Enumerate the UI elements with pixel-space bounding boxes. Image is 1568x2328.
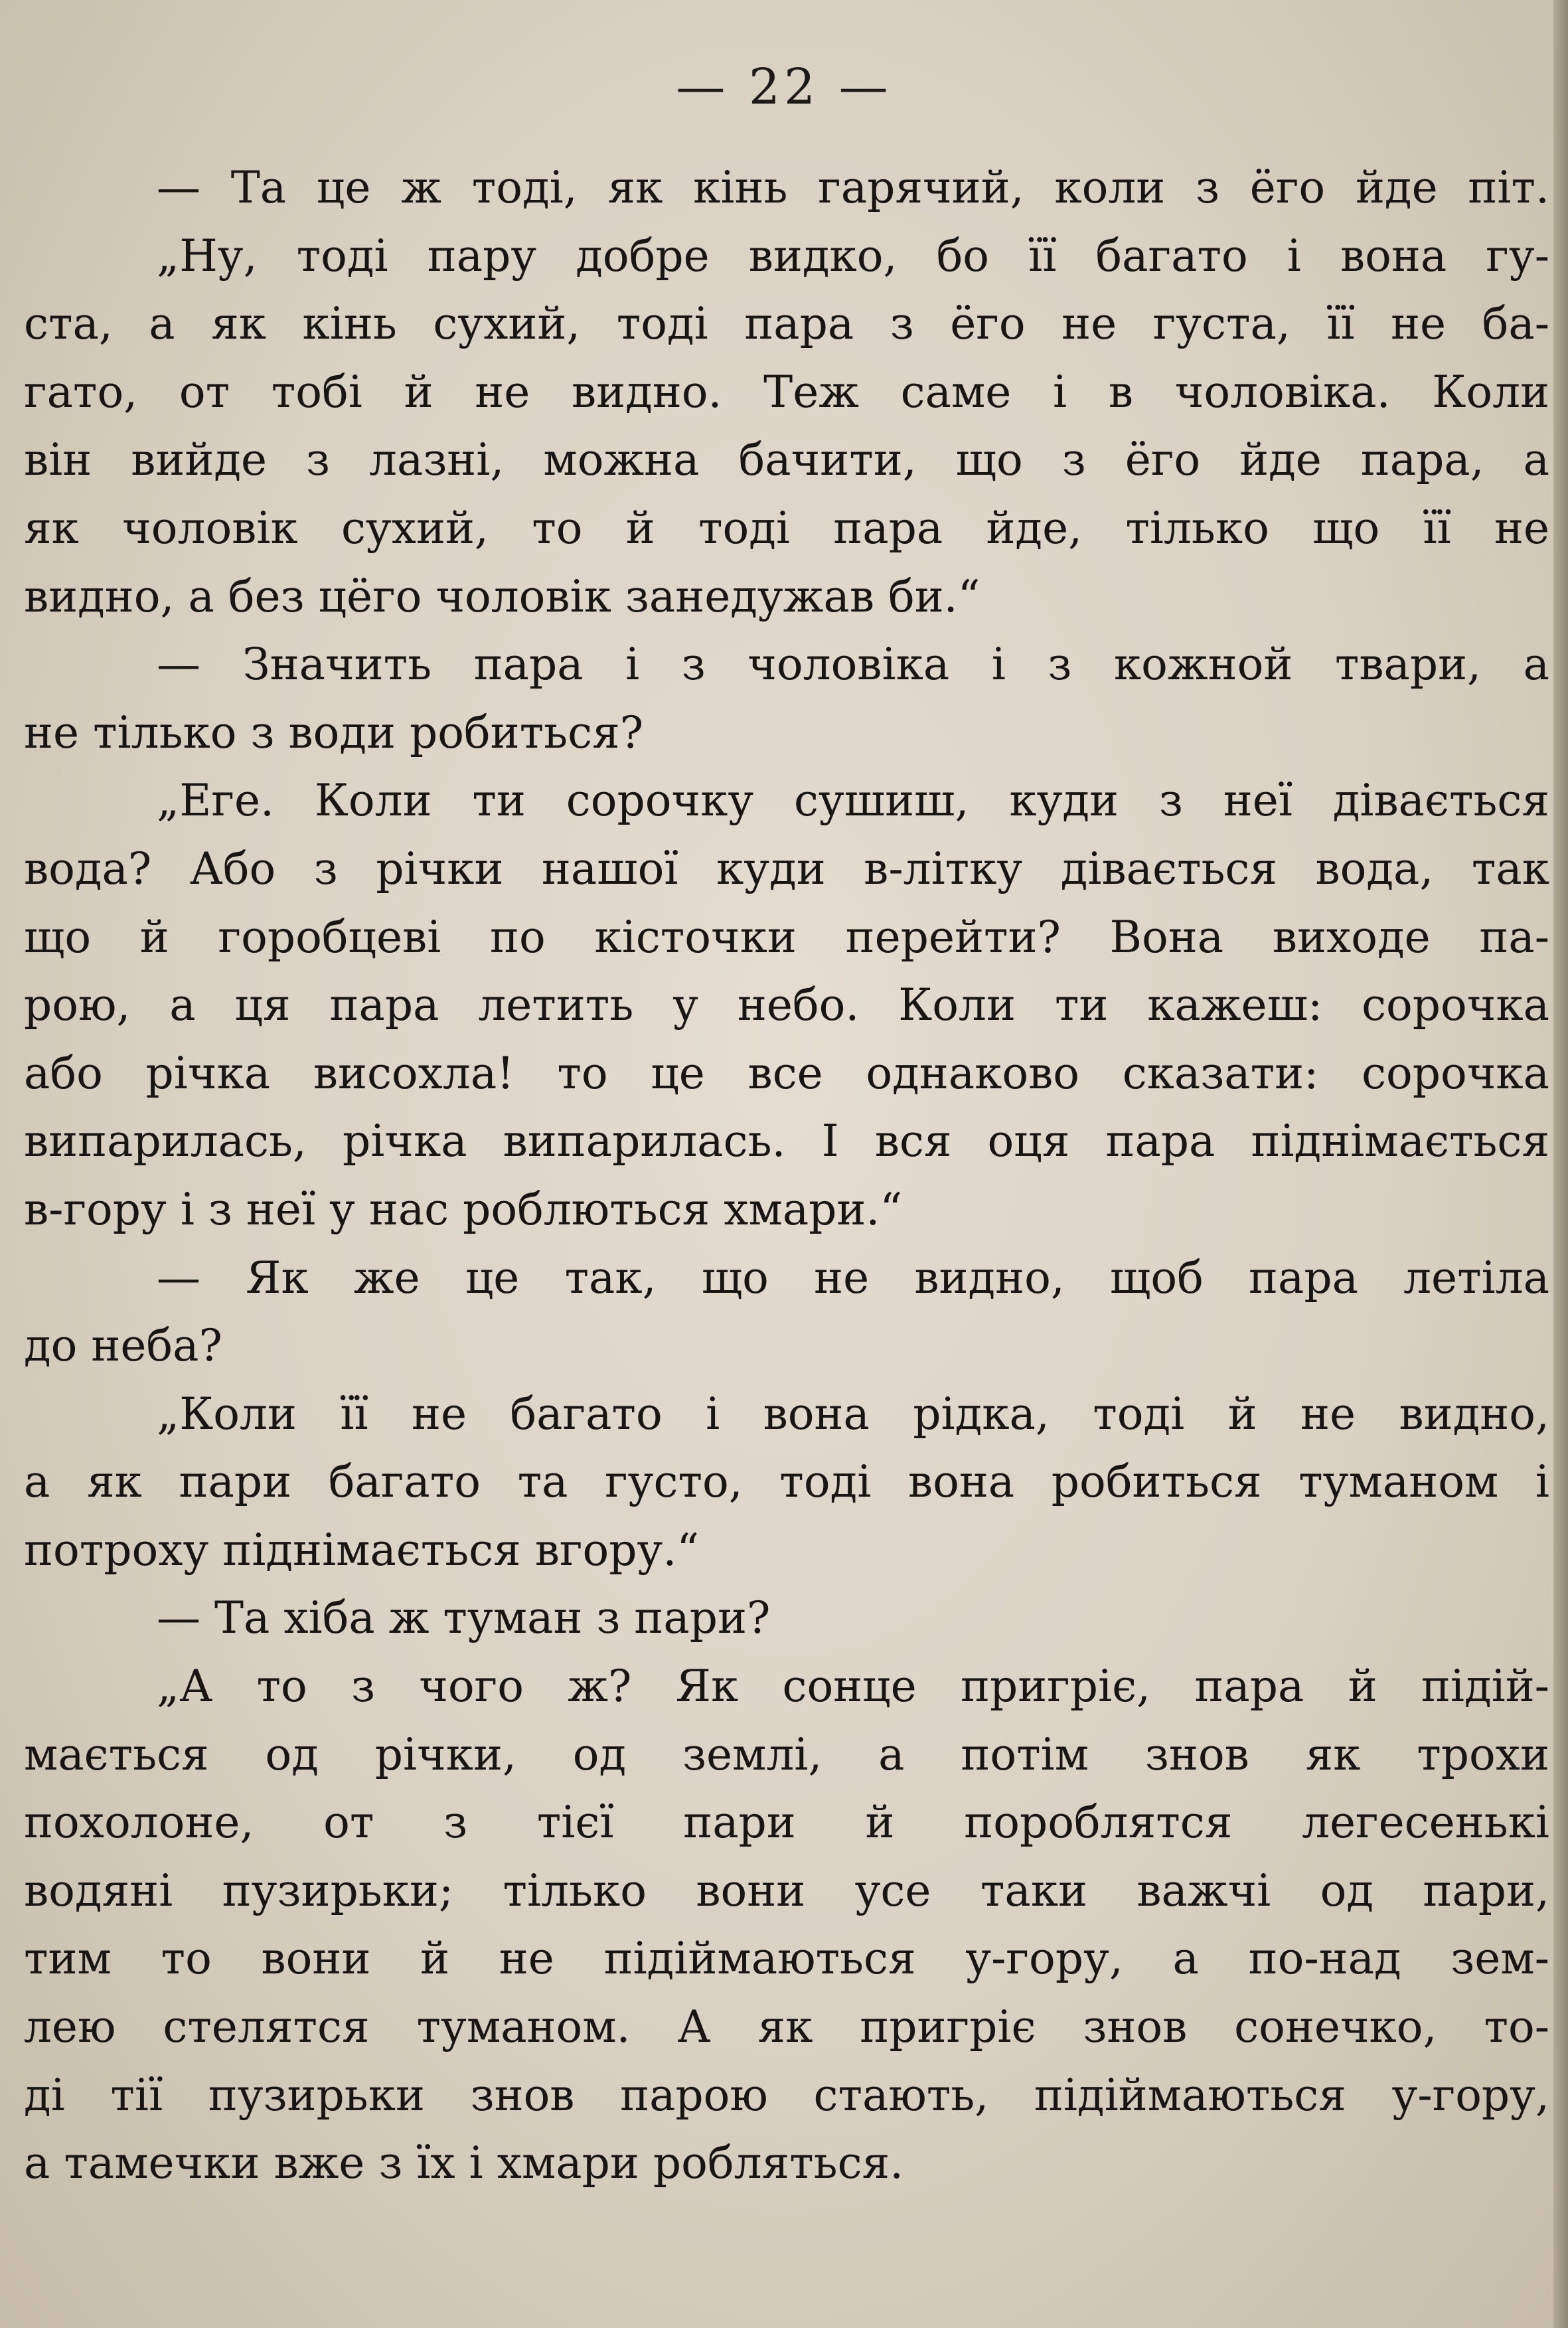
text-line: він вийде з лазні, можна бачити, що з ёго йде пара, а [24, 434, 1549, 486]
text-line: до неба? [24, 1320, 222, 1372]
text-line: — Як же це так, що не видно, щоб пара летіла [157, 1252, 1549, 1303]
text-line: „Коли її не багато і вона рідка, тоді й не видно, [157, 1388, 1549, 1440]
page-number: — 22 — [676, 58, 892, 116]
text-line: „Еге. Коли ти сорочку сушиш, куди з неї дівається [157, 775, 1549, 827]
text-line: ста, а як кінь сухий, тоді пара з ёго не густа, її не ба- [24, 298, 1549, 350]
text-line: похолоне, от з тієї пари й пороблятся легесенькі [24, 1797, 1549, 1849]
text-line: а як пари багато та густо, тоді вона робиться туманом і [24, 1456, 1549, 1508]
text-line: видно, а без цёго чоловік занедужав би.“ [24, 570, 980, 622]
text-line: а тамечки вже з їх і хмари робляться. [24, 2137, 904, 2189]
text-line: в-гору і з неї у нас роблються хмари.“ [24, 1183, 903, 1235]
text-line: — Та хіба ж туман з пари? [157, 1592, 771, 1644]
text-line: лею стелятся туманом. А як пригріє знов сонечко, то- [24, 2001, 1549, 2053]
page-edge-shadow [1553, 0, 1568, 2328]
text-line: „А то з чого ж? Як сонце пригріє, пара й підій- [157, 1661, 1549, 1712]
text-line: тим то вони й не підіймаються у-гору, а по-над зем- [24, 1933, 1549, 1985]
text-line: — Та це ж тоді, як кінь гарячий, коли з ёго йде піт. [157, 162, 1549, 213]
text-line: вода? Або з річки нашої куди в-літку дівається вода, так [24, 843, 1549, 894]
text-line: не тілько з води робиться? [24, 707, 644, 758]
text-line: або річка висохла! то це все однаково сказати: сорочка [24, 1047, 1549, 1099]
text-line: гато, от тобі й не видно. Теж саме і в чоловіка. Коли [24, 366, 1549, 418]
text-line: як чоловік сухий, то й тоді пара йде, тілько що її не [24, 502, 1549, 554]
text-line: випарилась, річка випарилась. І вся оця пара піднімається [24, 1116, 1549, 1167]
text-line: — Значить пара і з чоловіка і з кожной твари, а [157, 639, 1549, 691]
text-line: „Ну, тоді пару добре видко, бо її багато і вона гу- [157, 230, 1549, 282]
text-line: ді тії пузирьки знов парою стають, підіймаються у-гору, [24, 2069, 1549, 2121]
text-line: потроху піднімається вгору.“ [24, 1524, 700, 1576]
text-line: мається од річки, од землі, а потім знов як трохи [24, 1728, 1549, 1780]
text-line: що й горобцеві по кісточки перейти? Вона виходе па- [24, 911, 1549, 963]
page-text [24, 154, 1549, 2198]
text-line: водяні пузирьки; тілько вони усе таки важчі од пари, [24, 1865, 1549, 1916]
text-line: рою, а ця пара летить у небо. Коли ти кажеш: сорочка [24, 979, 1549, 1031]
